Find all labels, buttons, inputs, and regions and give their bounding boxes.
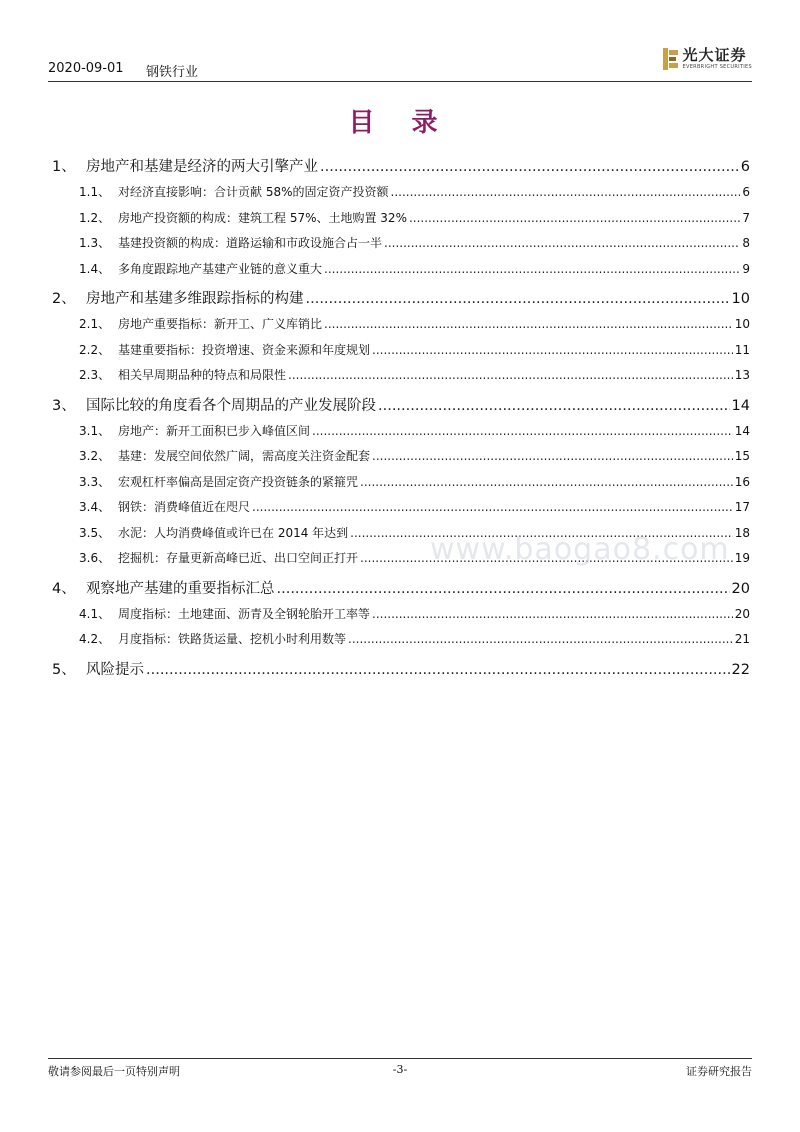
toc-number: 3.5、 <box>79 525 111 540</box>
toc-number: 1、 <box>52 159 76 175</box>
toc-heading: 房地产和基建多维跟踪指标的构建 <box>86 291 304 307</box>
toc-heading: 房地产投资额的构成：建筑工程 57%、土地购置 32% <box>118 210 407 225</box>
toc-section[interactable] <box>52 627 750 653</box>
header-divider <box>48 81 752 82</box>
toc-page-number: 10 <box>731 291 750 307</box>
toc-heading: 基建投资额的构成：道路运输和市政设施合占一半 <box>118 236 383 250</box>
toc-section[interactable] <box>52 602 750 628</box>
toc-number: 3.3、 <box>79 474 111 489</box>
toc-section[interactable] <box>52 495 750 521</box>
watermark: www.baogao8.com <box>430 532 730 567</box>
toc-heading: 相关早周期品种的特点和局限性 <box>118 368 287 382</box>
page-number: -3- <box>392 1063 408 1076</box>
toc-heading: 对经济直接影响：合计贡献 58%的固定资产投资额 <box>118 185 389 199</box>
toc-page-number: 20 <box>731 580 750 597</box>
toc-number: 1.3、 <box>79 236 111 250</box>
toc-page-number: 7 <box>742 210 750 225</box>
toc-section[interactable] <box>52 470 750 496</box>
toc-page-number: 15 <box>734 449 750 463</box>
toc-number: 3、 <box>52 397 76 414</box>
toc-section[interactable] <box>52 180 750 206</box>
toc-heading: 房地产和基建是经济的两大引擎产业 <box>86 159 318 175</box>
toc-leader <box>324 257 740 283</box>
toc-number: 4.1、 <box>79 606 111 621</box>
toc-number: 2.2、 <box>79 342 111 357</box>
toc-page-number: 20 <box>734 606 750 621</box>
toc-heading: 国际比较的角度看各个周期品的产业发展阶段 <box>86 397 376 414</box>
toc-number: 1.1、 <box>79 185 111 199</box>
toc-leader <box>372 444 733 470</box>
toc-leader <box>384 231 740 257</box>
logo-chinese-name: 光大证券 <box>682 46 747 64</box>
toc-page-number: 13 <box>734 368 750 382</box>
toc-page-number: 18 <box>734 525 750 540</box>
toc-page-number: 21 <box>734 632 750 646</box>
toc-section[interactable] <box>52 312 750 338</box>
footer-report-type: 证券研究报告 <box>686 1065 752 1078</box>
toc-section[interactable] <box>52 419 750 445</box>
everbright-logo <box>663 48 752 70</box>
toc-number: 1.4、 <box>79 261 111 276</box>
toc-heading: 周度指标：土地建面、沥青及全钢轮胎开工率等 <box>118 606 371 621</box>
toc-page-number: 6 <box>740 159 750 175</box>
toc-section[interactable] <box>52 363 750 389</box>
toc-leader <box>277 576 730 602</box>
toc-page-number: 14 <box>731 397 750 414</box>
toc-leader <box>360 470 733 496</box>
toc-chapter[interactable] <box>52 393 750 419</box>
toc-number: 3.4、 <box>79 500 111 514</box>
toc-leader <box>324 312 733 338</box>
table-of-contents <box>52 150 750 683</box>
toc-page-number: 19 <box>734 551 750 565</box>
logo-english-name: EVERBRIGHT SECURITIES <box>682 64 752 70</box>
toc-leader <box>146 657 730 683</box>
toc-heading: 钢铁：消费峰值近在咫尺 <box>118 500 251 514</box>
toc-title: 目 录 <box>348 108 452 138</box>
industry-label: 钢铁行业 <box>146 65 199 80</box>
toc-page-number: 16 <box>734 474 750 489</box>
toc-leader <box>372 338 733 364</box>
toc-number: 3.1、 <box>79 423 111 438</box>
page-header <box>48 48 752 80</box>
toc-number: 3.2、 <box>79 449 111 463</box>
toc-heading: 基建重要指标：投资增速、资金来源和年度规划 <box>118 342 371 357</box>
toc-page-number: 17 <box>734 500 750 514</box>
toc-section[interactable] <box>52 444 750 470</box>
toc-page-number: 10 <box>734 317 750 331</box>
toc-chapter[interactable] <box>52 576 750 602</box>
toc-number: 5、 <box>52 661 76 678</box>
toc-section[interactable] <box>52 338 750 364</box>
toc-leader <box>391 180 741 206</box>
logo-mark-icon <box>663 48 679 70</box>
toc-number: 4.2、 <box>79 632 111 646</box>
toc-leader <box>312 419 733 445</box>
report-date: 2020-09-01 <box>48 61 124 76</box>
toc-chapter[interactable] <box>52 657 750 683</box>
toc-section[interactable] <box>52 257 750 283</box>
toc-heading: 月度指标：铁路货运量、挖机小时利用数等 <box>118 632 347 646</box>
toc-number: 2、 <box>52 291 76 307</box>
toc-page-number: 22 <box>731 661 750 678</box>
toc-leader <box>378 393 730 419</box>
toc-heading: 多角度跟踪地产基建产业链的意义重大 <box>118 261 323 276</box>
toc-page-number: 6 <box>742 185 750 199</box>
toc-leader <box>409 206 740 232</box>
toc-heading: 风险提示 <box>86 661 144 678</box>
toc-heading: 基建：发展空间依然广阔，需高度关注资金配套 <box>118 449 371 463</box>
toc-number: 3.6、 <box>79 551 111 565</box>
toc-heading: 房地产：新开工面积已步入峰值区间 <box>118 423 311 438</box>
toc-leader <box>372 602 733 628</box>
toc-heading: 挖掘机：存量更新高峰已近、出口空间正打开 <box>118 551 359 565</box>
toc-number: 2.1、 <box>79 317 111 331</box>
toc-number: 4、 <box>52 580 76 597</box>
toc-page-number: 11 <box>734 342 750 357</box>
toc-number: 1.2、 <box>79 210 111 225</box>
toc-leader <box>306 286 730 312</box>
toc-leader <box>348 627 733 653</box>
toc-section[interactable] <box>52 231 750 257</box>
toc-chapter[interactable] <box>52 286 750 312</box>
toc-leader <box>288 363 733 389</box>
toc-number: 2.3、 <box>79 368 111 382</box>
toc-page-number: 9 <box>742 261 750 276</box>
toc-page-number: 14 <box>734 423 750 438</box>
toc-leader <box>252 495 733 521</box>
toc-chapter[interactable] <box>52 154 750 180</box>
toc-page-number: 8 <box>742 236 750 250</box>
toc-leader <box>320 154 739 180</box>
toc-heading: 观察地产基建的重要指标汇总 <box>86 580 275 597</box>
footer-disclaimer: 敬请参阅最后一页特别声明 <box>48 1065 180 1078</box>
toc-heading: 宏观杠杆率偏高是固定资产投资链条的紧箍咒 <box>118 474 359 489</box>
toc-section[interactable] <box>52 206 750 232</box>
toc-heading: 房地产重要指标：新开工、广义库销比 <box>118 317 323 331</box>
toc-heading: 水泥：人均消费峰值或许已在 2014 年达到 <box>118 525 349 540</box>
footer-divider <box>48 1058 752 1059</box>
